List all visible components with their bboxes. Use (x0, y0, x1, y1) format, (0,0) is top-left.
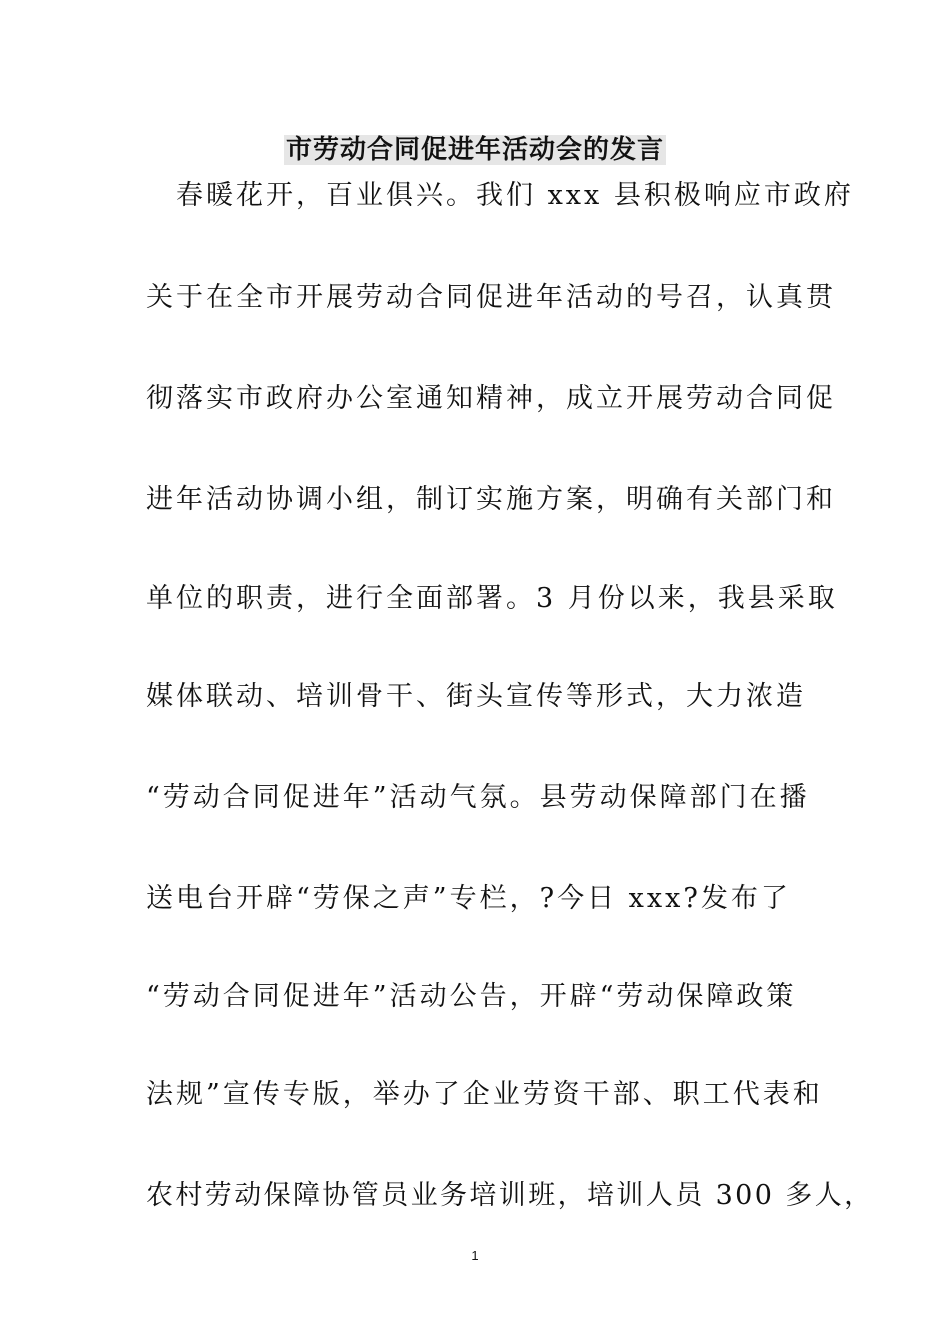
body-line-9: “劳动合同促进年”活动公告，开辟“劳动保障政策 (146, 981, 797, 1012)
body-line-3: 彻落实市政府办公室通知精神，成立开展劳动合同促 (146, 383, 836, 414)
body-line-2: 关于在全市开展劳动合同促进年活动的号召，认真贯 (146, 282, 836, 313)
body-line-10: 法规”宣传专版，举办了企业劳资干部、职工代表和 (146, 1079, 823, 1110)
page-number: 1 (471, 1248, 479, 1263)
body-line-8: 送电台开辟“劳保之声”专栏，?今日 xxx?发布了 (146, 883, 791, 914)
body-line-7: “劳动合同促进年”活动气氛。县劳动保障部门在播 (146, 782, 810, 813)
body-line-4: 进年活动协调小组，制订实施方案，明确有关部门和 (146, 484, 836, 515)
body-line-6: 媒体联动、培训骨干、街头宣传等形式，大力浓造 (146, 681, 806, 712)
body-line-5: 单位的职责，进行全面部署。3 月份以来，我县采取 (146, 583, 838, 614)
document-title (0, 130, 950, 170)
document-title-text: 市劳动合同促进年活动会的发言 (285, 135, 664, 165)
body-line-11: 农村劳动保障协管员业务培训班，培训人员 300 多人， (146, 1180, 874, 1211)
body-line-1: 春暖花开，百业俱兴。我们 xxx 县积极响应市政府 (146, 180, 854, 211)
